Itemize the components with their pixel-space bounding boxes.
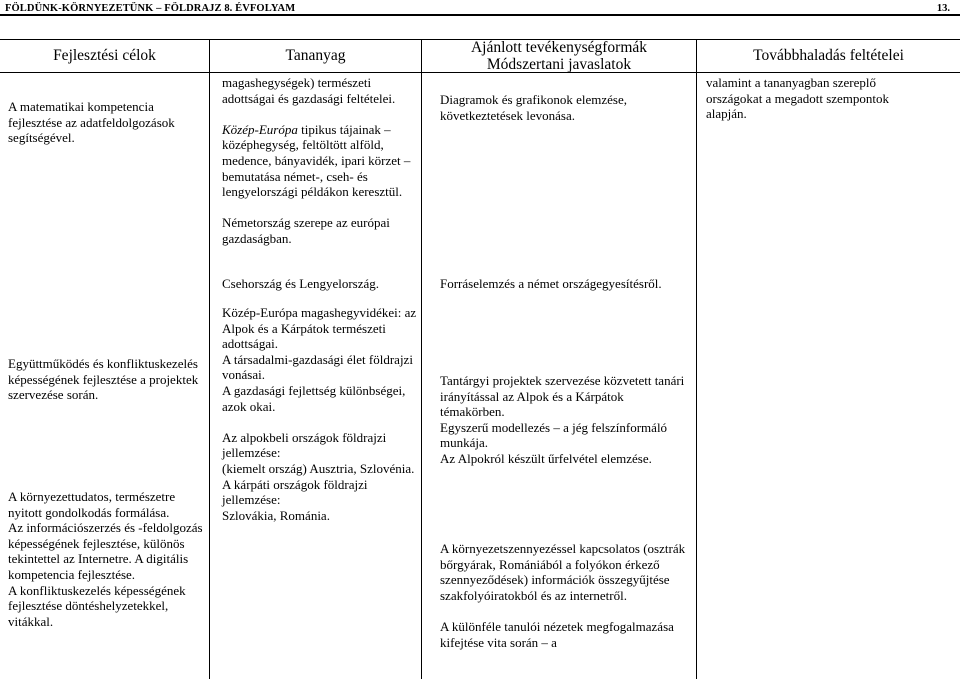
column-header-content: Tananyag bbox=[285, 47, 346, 64]
goals-cell-2 bbox=[8, 356, 204, 403]
goal-text: Az információszerzés és -feldolgozás képességének fejlesztése, különös tekintettel az Internetre. A digitális kompetencia fejlesztése. bbox=[8, 520, 203, 582]
content-text bbox=[222, 122, 417, 200]
column-header-progress: Továbbhaladás feltételei bbox=[753, 47, 904, 64]
content-text: (kiemelt ország) Ausztria, Szlovénia. bbox=[222, 460, 415, 476]
content-text: Szlovákia, Románia. bbox=[222, 507, 330, 523]
activity-text: A különféle tanulói nézetek megfogalmazása kifejtése vita során – a bbox=[440, 618, 674, 650]
content-text: Németország szerepe az európai gazdaságban. bbox=[222, 215, 390, 246]
goals-cell-3 bbox=[8, 489, 204, 629]
column-header-activities bbox=[422, 39, 696, 73]
activity-text: Az Alpokról készült űrfelvétel elemzése. bbox=[440, 450, 652, 466]
column-header-activities-line1: Ajánlott tevékenységformák bbox=[470, 39, 648, 56]
content-text: Közép-Európa magashegyvidékei: az Alpok és a Kárpátok természeti adottságai. bbox=[222, 305, 417, 352]
activities-cell-1 bbox=[440, 92, 690, 123]
progress-cell-1 bbox=[706, 75, 921, 122]
content-text: Az alpokbeli országok földrajzi jellemzése: bbox=[222, 429, 387, 461]
goal-text: Együttműködés és konfliktuskezelés képességének fejlesztése a projektek szervezése során. bbox=[8, 356, 199, 403]
content-text: magashegységek) természeti adottságai és gazdasági feltételei. bbox=[222, 75, 396, 106]
goal-text: A környezettudatos, természetre nyitott gondolkodás formálása. bbox=[8, 489, 176, 520]
activities-cell-4 bbox=[440, 541, 690, 650]
goal-text: A matematikai kompetencia fejlesztése az adatfeldolgozások segítségével. bbox=[8, 99, 175, 146]
content-cell-1 bbox=[222, 75, 417, 247]
goal-text: A konfliktuskezelés képességének fejlesztése döntéshelyzetekkel, vitákkal. bbox=[8, 582, 186, 629]
progress-text: valamint a tananyagban szereplő országokat a megadott szempontok alapján. bbox=[706, 75, 890, 122]
content-emphasis: Közép-Európa bbox=[222, 121, 298, 137]
header-rule bbox=[0, 14, 960, 16]
column-divider bbox=[209, 39, 210, 679]
header-title: FÖLDÜNK-KÖRNYEZETÜNK – FÖLDRAJZ 8. ÉVFOLYAM bbox=[5, 3, 296, 14]
activity-text: Tantárgyi projektek szervezése közvetett tanári irányítással az Alpok és a Kárpátok témakörben. bbox=[440, 373, 685, 420]
content-cell-3 bbox=[222, 305, 417, 523]
content-text-rest: tipikus tájainak – középhegység, feltöltött alföld, medence, bányavidék, ipari körzet – bemutatása német-, cseh- és lengyelországi példákon keresztül. bbox=[222, 121, 411, 200]
activity-text: Diagramok és grafikonok elemzése, következtetések levonása. bbox=[440, 92, 627, 123]
content-text: A kárpáti országok földrajzi jellemzése: bbox=[222, 476, 368, 508]
goals-cell-1 bbox=[8, 99, 204, 146]
column-divider bbox=[421, 39, 422, 679]
page-number: 13. bbox=[936, 3, 950, 14]
content-text: Csehország és Lengyelország. bbox=[222, 276, 380, 291]
column-header-goals: Fejlesztési célok bbox=[53, 47, 156, 64]
activity-text: A környezetszennyezéssel kapcsolatos (osztrák bőrgyárak, Romániából a folyókon érkező szennyeződések) információk összegyűjtése szakfolyóiratokból és az internetről. bbox=[440, 541, 686, 603]
column-header-activities-line2: Módszertani javaslatok bbox=[486, 56, 632, 73]
content-text: A társadalmi-gazdasági élet földrajzi vonásai. bbox=[222, 351, 413, 383]
activity-text: Forráselemzés a német országegyesítésről. bbox=[440, 276, 662, 291]
activities-cell-3 bbox=[440, 373, 690, 467]
content-cell-2 bbox=[222, 276, 417, 292]
column-divider bbox=[696, 39, 697, 679]
activities-cell-2 bbox=[440, 276, 690, 292]
activity-text: Egyszerű modellezés – a jég felszínformáló munkája. bbox=[440, 419, 668, 451]
content-text: A gazdasági fejlettség különbségei, azok okai. bbox=[222, 382, 406, 414]
